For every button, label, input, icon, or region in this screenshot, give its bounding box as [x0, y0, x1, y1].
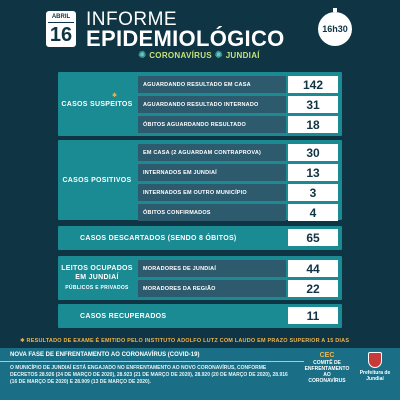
positive-label: CASOS POSITIVOS — [62, 176, 132, 184]
table-row: MORADORES DE JUNDIAÍ — [138, 260, 286, 277]
recovered-value: 11 — [288, 307, 338, 324]
value-cell: 30 — [288, 144, 338, 161]
beds-panel — [58, 256, 342, 300]
disclaimer-note — [20, 338, 390, 344]
cec-logo-mark: CEC — [319, 352, 335, 359]
date-month: ABRIL — [48, 13, 74, 23]
date-badge — [46, 11, 76, 47]
recovered-label: CASOS RECUPERADOS — [80, 312, 167, 320]
date-day: 16 — [49, 24, 73, 46]
clock-badge: 16h30 — [318, 12, 352, 46]
value-cell: 13 — [288, 164, 338, 181]
value-cell: 4 — [288, 204, 338, 221]
footer-title: NOVA FASE DE ENFRENTAMENTO AO CORONAVÍRUS (COVID-19) — [10, 352, 200, 358]
table-row: EM CASA (2 AGUARDAM CONTRAPROVA) — [138, 144, 286, 161]
title-line2: EPIDEMIOLÓGICO — [86, 26, 285, 51]
value-cell: 142 — [288, 76, 338, 93]
discarded-panel — [58, 226, 342, 250]
virus-icon: ✺ — [214, 50, 224, 61]
subtitle-right: JUNDIAÍ — [225, 51, 260, 60]
positive-panel — [58, 140, 342, 220]
virus-icon: ✺ — [138, 50, 147, 61]
subtitle-left: CORONAVÍRUS — [149, 51, 212, 60]
asterisk-icon: ✱ — [20, 338, 27, 344]
header — [0, 0, 400, 64]
suspected-panel — [58, 72, 342, 136]
cec-logo-text: COMITÊ DE ENFRENTAMENTO AO CORONAVÍRUS — [304, 360, 350, 384]
value-cell: 22 — [288, 280, 338, 297]
value-cell: 3 — [288, 184, 338, 201]
beds-label-col — [58, 256, 136, 300]
title-line1: INFORME — [86, 9, 178, 30]
cec-logo — [304, 352, 350, 384]
suspected-label: CASOS SUSPEITOS — [61, 100, 133, 108]
value-cell: 31 — [288, 96, 338, 113]
city-logo — [354, 352, 396, 382]
table-row: MORADORES DA REGIÃO — [138, 280, 286, 297]
recovered-panel — [58, 304, 342, 328]
value-cell: 44 — [288, 260, 338, 277]
table-row: INTERNADOS EM OUTRO MUNICÍPIO — [138, 184, 286, 201]
beds-label: LEITOS OCUPADOS EM JUNDIAÍ — [61, 264, 133, 281]
value-cell: 18 — [288, 116, 338, 133]
table-row: INTERNADOS EM JUNDIAÍ — [138, 164, 286, 181]
discarded-value: 65 — [288, 229, 338, 246]
city-logo-text: Prefeitura de Jundiaí — [359, 370, 391, 382]
crest-icon — [368, 352, 382, 368]
footer-divider — [0, 361, 304, 362]
subtitle — [138, 50, 260, 61]
table-row: ÓBITOS CONFIRMADOS — [138, 204, 286, 221]
discarded-label: CASOS DESCARTADOS (SENDO 8 ÓBITOS) — [80, 234, 237, 242]
table-row: ÓBITOS AGUARDANDO RESULTADO — [138, 116, 286, 133]
footer — [0, 348, 400, 400]
note-text: RESULTADO DE EXAME É EMITIDO PELO INSTITUTO ADOLFO LUTZ COM LAUDO EM PRAZO SUPERIOR A 15 DIAS — [26, 338, 350, 344]
table-row: AGUARDANDO RESULTADO INTERNADO — [138, 96, 286, 113]
beds-sublabel: PÚBLICOS E PRIVADOS — [65, 284, 129, 291]
star-icon: ✱ — [112, 93, 118, 99]
table-row: AGUARDANDO RESULTADO EM CASA — [138, 76, 286, 93]
footer-text: O MUNICÍPIO DE JUNDIAÍ ESTÁ ENGAJADO NO ENFRENTAMENTO AO NOVO CORONAVÍRUS, CONFORME DECRETOS 28.926 (24 DE MARÇO DE 2020), 28.923 (21 DE MARÇO DE 2020), 28.920 (20 DE MARÇO DE 2020), 28.916 (16 DE MARÇO DE 2020) E 28.909 (13 DE MARÇO DE 2020). — [10, 365, 288, 385]
